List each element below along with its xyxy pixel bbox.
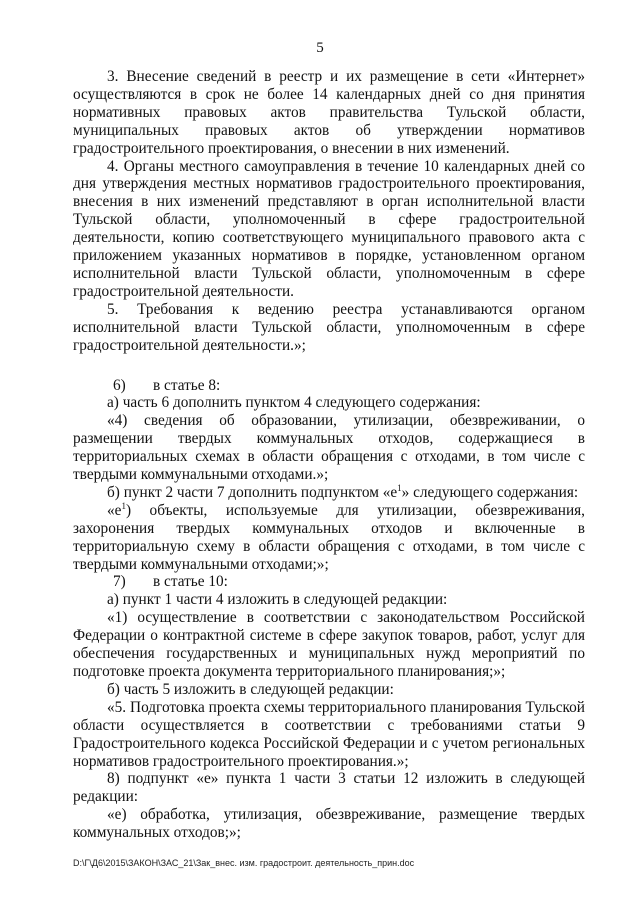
file-path-footer: D:\Г\Д6\2015\ЗАКОН\ЗАС_21\Зак_внес. изм. градостроит. деятельность_прин.doc — [73, 858, 415, 868]
item-7-number: 7) — [113, 573, 126, 591]
item-6-text: в статье 8: — [153, 376, 221, 394]
item-6-b-sup: 1 — [397, 482, 402, 493]
item-6-b-quote-post: ) объекты, используемые для утилизации, обезвреживания, захоронения твердых коммунальных отходов и включенные в территориальную схему в области обращения с отходами, в том числе с твердыми коммунальными отходами;»; — [73, 501, 585, 573]
item-7-a-quote: «1) осуществление в соответствии с законодательством Российской Федерации о контрактной системе в сфере закупок товаров, работ, услуг для обеспечения государственных и муниципальных нужд мероприятий по подготовке проекта документа территориального планирования;»; — [73, 609, 585, 680]
item-7-a: а) пункт 1 части 4 изложить в следующей редакции: — [107, 591, 448, 609]
item-6-number: 6) — [113, 376, 126, 394]
item-6-a-quote: «4) сведения об образовании, утилизации, обезвреживании, о размещении твердых коммунальных отходов, содержащиеся в территориальных схемах в области обращения с отходами, в том числе с твердыми коммунальными отходами.»; — [73, 412, 585, 484]
item-8-quote: «е) обработка, утилизация, обезвреживание, размещение твердых коммунальных отходов;»; — [73, 806, 585, 842]
item-7-b: б) часть 5 изложить в следующей редакции: — [107, 680, 394, 698]
item-7-text: в статье 10: — [153, 573, 228, 591]
item-6-b-post: » следующего содержания: — [401, 483, 579, 501]
item-7-heading — [113, 573, 585, 591]
item-6-b-pre: б) пункт 2 части 7 дополнить подпунктом «е — [107, 483, 398, 501]
item-8: 8) подпункт «е» пункта 1 части 3 статьи 12 изложить в следующей редакции: — [73, 770, 585, 806]
item-6-a: а) часть 6 дополнить пунктом 4 следующего содержания: — [107, 394, 481, 412]
paragraph-5: 5. Требования к ведению реестра устанавливаются органом исполнительной власти Тульской области, уполномоченным в сфере градостроительной деятельности.»; — [73, 300, 585, 354]
paragraph-4: 4. Органы местного самоуправления в течение 10 календарных дней со дня утверждения местных нормативов градостроительного проектирования, внесения в них изменений представляют в орган исполнительной власти Тульской области, уполномоченный в сфере градостроительной деятельности, копию соответствующего муниципального правового акта с приложением указанных нормативов в порядке, установленном органом исполнительной власти Тульской области, уполномоченным в сфере градостроительной деятельности. — [73, 157, 585, 300]
item-6-b-quote-sup: 1 — [121, 500, 126, 511]
page-number: 5 — [316, 40, 324, 56]
item-6-heading — [113, 377, 585, 395]
item-6-b-quote-pre: «е — [107, 501, 122, 519]
paragraph-3: 3. Внесение сведений в реестр и их размещение в сети «Интернет» осуществляются в срок не более 14 календарных дней со дня принятия нормативных правовых актов правительства Тульской области, муниципальных правовых актов об утверждении нормативов градостроительного проектирования, о внесении в них изменений. — [73, 68, 585, 157]
item-7-b-quote: «5. Подготовка проекта схемы территориального планирования Тульской области осуществляется в соответствии с требованиями статьи 9 Градостроительного кодекса Российской Федерации и с учетом региональных нормативов градостроительного проектирования.»; — [73, 698, 585, 770]
document-body — [73, 68, 585, 842]
item-6-b-quote — [73, 502, 585, 574]
item-6-b — [73, 484, 585, 502]
spacer — [73, 355, 585, 377]
